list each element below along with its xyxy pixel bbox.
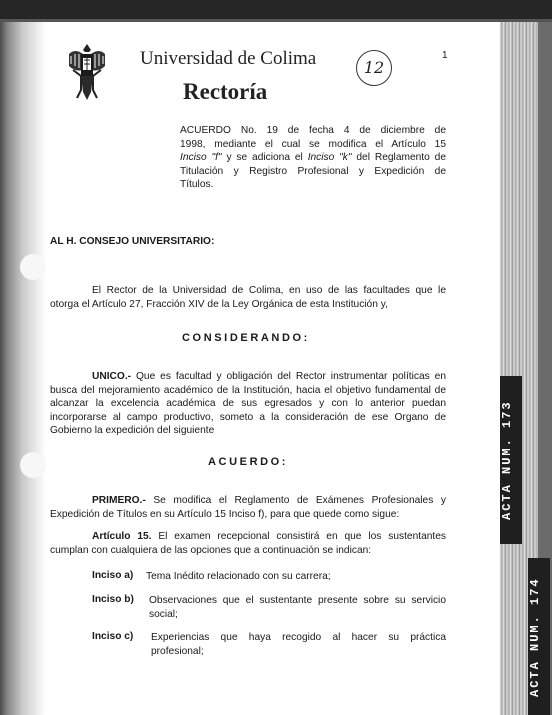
heading-line: Títulos.: [180, 179, 214, 191]
heading-line: 1998, mediante el cual se modifica el Artículo 15: [180, 138, 446, 150]
binding-shadow: [0, 22, 46, 715]
inciso-label: Inciso a): [92, 570, 134, 581]
acta-stamp: ACTA NUM. 173: [500, 376, 522, 544]
inciso-label: Inciso b): [92, 594, 134, 605]
handwritten-number: 12: [356, 50, 392, 86]
inciso-k-ref: Inciso "k": [307, 152, 352, 164]
acuerdo-title: ACUERDO:: [208, 456, 289, 468]
acuerdo-heading: [180, 124, 446, 192]
inciso-f-ref: Inciso "f": [180, 152, 222, 164]
acta-stamp: ACTA NUM. 174: [528, 558, 550, 715]
scan-top-border: [0, 0, 552, 22]
primero-paragraph: PRIMERO.- Se modifica el Reglamento de Exámenes Profesionales y Expedición de Títulos en su Artículo 15 Inciso f), para que quede como sigue:: [50, 495, 446, 520]
unico-paragraph: UNICO.- Que es facultad y obligación del Rector instrumentar políticas en busca del mejoramiento académico de la Institución, hacia el objetivo fundamental de alcanzar la excelencia académica de sus egresados y con lo anterior puedan incorporarse al campo productivo, someto a la consideración de ese Organo de Gobierno la expedición del siguiente: [50, 371, 446, 437]
primero-label: PRIMERO.-: [92, 495, 146, 506]
page-number: 1: [442, 50, 448, 61]
considerando-title: CONSIDERANDO:: [182, 332, 310, 344]
heading-line: Inciso "f" y se adiciona el Inciso "k" del Reglamento de: [180, 152, 447, 164]
office-title: Rectoría: [183, 79, 268, 104]
university-name: Universidad de Colima: [140, 48, 317, 69]
punch-hole: [20, 452, 46, 478]
intro-paragraph: El Rector de la Universidad de Colima, en uso de las facultades que le otorga el Artículo 27, Fracción XIV de la Ley Orgánica de esta Institución y,: [50, 285, 446, 310]
inciso-label: Inciso c): [92, 631, 134, 642]
articulo-label: Artículo 15.: [92, 531, 152, 542]
inciso-text: Tema Inédito relacionado con su carrera;: [146, 571, 331, 582]
addressee: AL H. CONSEJO UNIVERSITARIO:: [50, 236, 215, 247]
articulo-paragraph: Artículo 15. El examen recepcional consistirá en que los sustentantes cumplan con cualquiera de las opciones que a continuación se indican:: [50, 531, 446, 556]
heading-line: Titulación y Registro Profesional y Expedición de: [180, 165, 446, 177]
unico-label: UNICO.-: [92, 371, 132, 382]
punch-hole: [20, 254, 46, 280]
eagle-crest-icon: [65, 40, 109, 102]
inciso-text: Experiencias que haya recogido al hacer su práctica profesional;: [151, 632, 446, 657]
heading-line: ACUERDO No. 19 de fecha 4 de diciembre de: [180, 125, 446, 136]
inciso-text: Observaciones que el sustentante presente sobre su servicio social;: [149, 595, 446, 620]
